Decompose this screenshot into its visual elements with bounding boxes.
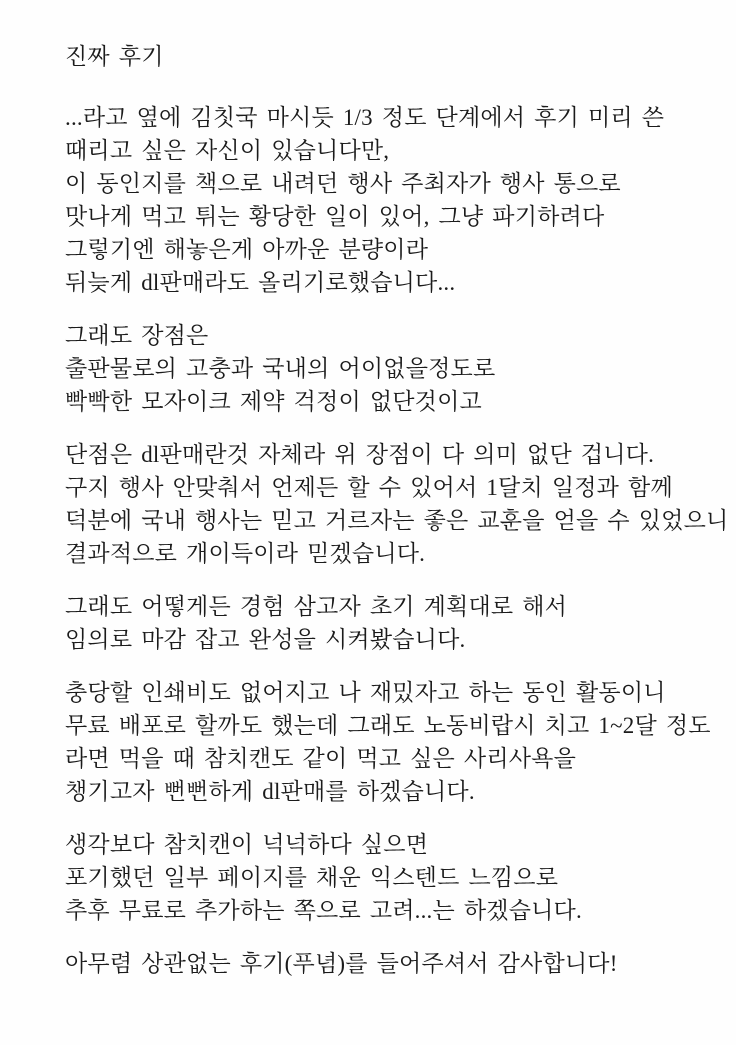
text-line: 뒤늦게 dl판매라도 올리기로했습니다... [65, 270, 456, 295]
text-line: 충당할 인쇄비도 없어지고 나 재밌자고 하는 동인 활동이니 [65, 680, 666, 705]
paragraph [65, 947, 708, 980]
text-line: 라면 먹을 때 참치캔도 같이 먹고 싶은 사리사욕을 [65, 746, 577, 771]
text-line: 결과적으로 개이득이라 믿겠습니다. [65, 541, 426, 566]
text-line: 임의로 마감 잡고 완성을 시켜봤습니다. [65, 627, 466, 652]
text-line: 챙기고자 뻔뻔하게 dl판매를 하겠습니다. [65, 779, 475, 804]
text-line: 이 동인지를 책으로 내려던 행사 주최자가 행사 통으로 [65, 171, 621, 196]
text-line: 때리고 싶은 자신이 있습니다만, [65, 138, 390, 163]
text-line: 덕분에 국내 행사는 믿고 거르자는 좋은 교훈을 얻을 수 있었으니 [65, 508, 729, 533]
text-line: 빡빡한 모자이크 제약 걱정이 없단것이고 [65, 389, 482, 414]
text-line: 생각보다 참치캔이 넉넉하다 싶으면 [65, 832, 429, 857]
text-line: 구지 행사 안맞춰서 언제든 할 수 있어서 1달치 일정과 함께 [65, 475, 673, 500]
document-title: 진짜 후기 [65, 44, 164, 69]
text-line: 그렇기엔 해놓은게 아까운 분량이라 [65, 237, 429, 262]
text-line: ...라고 옆에 김칫국 마시듯 1/3 정도 단계에서 후기 미리 쓴 [65, 105, 665, 130]
paragraph [65, 676, 711, 808]
text-line: 단점은 dl판매란것 자체라 위 장점이 다 의미 없단 겁니다. [65, 442, 655, 467]
paragraph [65, 828, 708, 927]
paragraph [65, 101, 708, 299]
text-line: 포기했던 일부 페이지를 채운 익스텐드 느낌으로 [65, 865, 559, 890]
text-line: 출판물로의 고충과 국내의 어이없을정도로 [65, 356, 496, 381]
text-line: 아무렴 상관없는 후기(푸념)를 들어주셔서 감사합니다! [65, 951, 618, 976]
paragraph [65, 319, 708, 418]
text-line: 그래도 어떻게든 경험 삼고자 초기 계획대로 해서 [65, 594, 568, 619]
paragraph [65, 438, 729, 570]
text-line: 그래도 장점은 [65, 323, 209, 348]
text-line: 맛나게 먹고 튀는 황당한 일이 있어, 그냥 파기하려다 [65, 204, 605, 229]
paragraph [65, 590, 708, 656]
text-line: 무료 배포로 할까도 했는데 그래도 노동비랍시 치고 1~2달 정도 [65, 713, 711, 738]
text-line: 추후 무료로 추가하는 쪽으로 고려...는 하겠습니다. [65, 898, 582, 923]
